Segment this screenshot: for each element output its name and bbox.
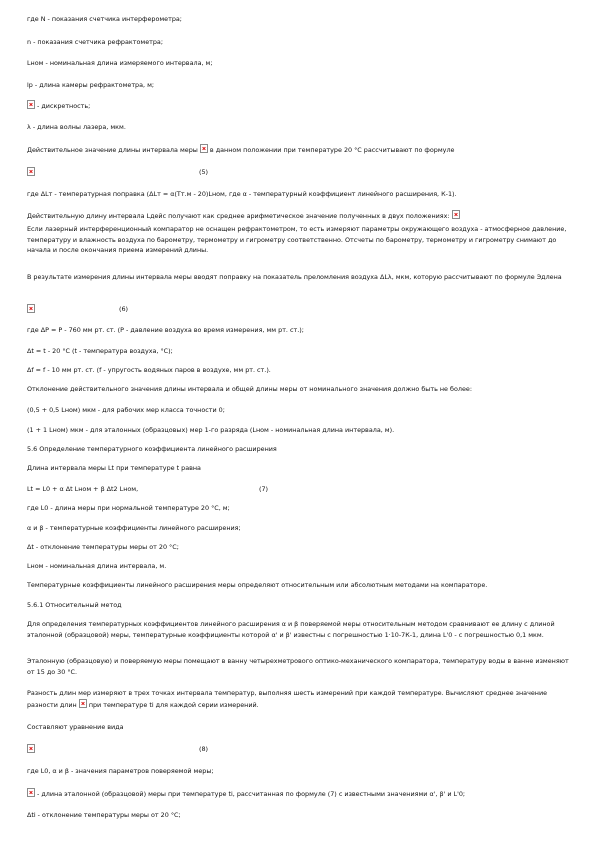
text-line	[27, 144, 571, 156]
text-line: где L0 - длина меры при нормальной температуре 20 °С, м;	[27, 504, 230, 512]
text-line: α и β - температурные коэффициенты линейного расширения;	[27, 524, 241, 532]
formula-line	[27, 484, 571, 495]
paragraph: Если лазерный интерференционный компаратор не оснащен рефрактометром, то есть измеряют параметры окружающего воздуха - атмосферное давление, температуру и влажность воздуха по барометру, термометру и гигрометру соответственно. Отсчеты по барометру, термометру и гигрометру снимают до начала и после окончания приема измерений длины.	[27, 225, 567, 254]
broken-image-icon	[452, 210, 460, 219]
paragraph	[27, 688, 571, 710]
equation-number: (8)	[199, 745, 209, 753]
text-span: - длина эталонной (образцовой) меры при температуре ti, рассчитанная по формуле (7) с известными значениями α', β' и L'0;	[37, 790, 466, 798]
broken-image-icon	[79, 699, 87, 708]
paragraph: Для определения температурных коэффициентов линейного расширения α и β поверяемой меры относительным методом сравнивают ее длину с длиной эталонной (образцовой) меры, температурные коэффициенты которой α' и β' известны с погрешностью 1·10-7К-1, длина L'0 - с погрешностью 0,1 мкм.	[27, 620, 555, 639]
text-line: Δt = t - 20 °С (t - температура воздуха, °С);	[27, 347, 173, 355]
broken-image-icon	[200, 144, 208, 153]
text-line: Lном - номинальная длина измеряемого интервала, м;	[27, 59, 213, 67]
text-line: Lном - номинальная длина интервала, м.	[27, 562, 167, 570]
broken-image-icon	[27, 100, 35, 109]
text-line: (1 + 1 Lном) мкм - для эталонных (образцовых) мер 1-го разряда (Lном - номинальная длина интервала, м).	[27, 426, 395, 434]
text-line: n - показания счетчика рефрактометра;	[27, 38, 164, 46]
text-line: где ΔLт - температурная поправка (ΔLт = α(Тт.м - 20)Lном, где α - температурный коэффициент линейного расширения, К-1).	[27, 190, 457, 198]
text-line: Составляют уравнение вида	[27, 723, 124, 731]
section-heading: 5.6 Определение температурного коэффициента линейного расширения	[27, 445, 277, 453]
text-line: Длина интервала меры Lt при температуре t равна	[27, 464, 201, 472]
text-line: Δti - отклонение температуры меры от 20 °С;	[27, 811, 181, 819]
text-line	[27, 100, 571, 112]
text-line: λ - длина волны лазера, мкм.	[27, 123, 126, 131]
text-line: где ΔР = Р - 760 мм рт. ст. (Р - давление воздуха во время измерения, мм рт. ст.);	[27, 326, 304, 334]
text-line	[27, 210, 571, 222]
text-line	[27, 788, 571, 800]
paragraph: В результате измерения длины интервала меры вводят поправку на показатель преломления воздуха ΔLλ, мкм, которую рассчитывают по формуле Эдлена	[27, 273, 562, 281]
text-line: Δf = f - 10 мм рт. ст. (f - упругость водяных паров в воздухе, мм рт. ст.).	[27, 366, 271, 374]
equation-number: (5)	[199, 168, 209, 176]
text-span: при температуре ti для каждой серии измерений.	[88, 700, 259, 709]
text-line: Δt - отклонение температуры меры от 20 °С;	[27, 543, 179, 551]
text-line: Отклонение действительного значения длины интервала и общей длины меры от номинального значения должно быть не более:	[27, 385, 472, 393]
text-span: Разность длин мер измеряют в трех точках интервала температур, выполняя шесть измерений при каждой температуре. Вычисляют среднее значение разности длин	[27, 689, 548, 709]
paragraph: Эталонную (образцовую) и поверяемую меры помещают в ванну четырехметрового оптико-механического компаратора, температуру воды в ванне изменяют от 15 до 30 °С.	[27, 657, 569, 676]
formula-line	[27, 167, 571, 179]
broken-image-icon	[27, 167, 35, 176]
broken-image-icon	[27, 788, 35, 797]
text-line: (0,5 + 0,5 Lном) мкм - для рабочих мер класса точности 0;	[27, 406, 225, 414]
text-line: где N - показания счетчика интерферометра;	[27, 15, 182, 23]
text-line: Температурные коэффициенты линейного расширения меры определяют относительным или абсолютным методами на компараторе.	[27, 581, 488, 589]
text-span: Действительное значение длины интервала меры	[27, 146, 198, 154]
formula-text: Lt = L0 + α Δt Lном + β Δt2 Lном,	[27, 485, 139, 493]
equation-number: (7)	[259, 485, 269, 493]
equation-number: (6)	[119, 305, 129, 313]
formula-line	[27, 304, 571, 316]
text-span: - дискретность;	[37, 102, 91, 110]
formula-line	[27, 744, 571, 756]
subsection-heading: 5.6.1 Относительный метод	[27, 601, 122, 609]
text-line: где L0, α и β - значения параметров поверяемой меры;	[27, 767, 214, 775]
broken-image-icon	[27, 304, 35, 313]
text-span: Действительную длину интервала Lдейс получают как среднее арифметическое значение полученных в двух положениях:	[27, 212, 450, 220]
broken-image-icon	[27, 744, 35, 753]
text-span: в данном положении при температуре 20 °С рассчитывают по формуле	[209, 146, 455, 154]
text-line: lр - длина камеры рефрактометра, м;	[27, 81, 155, 89]
